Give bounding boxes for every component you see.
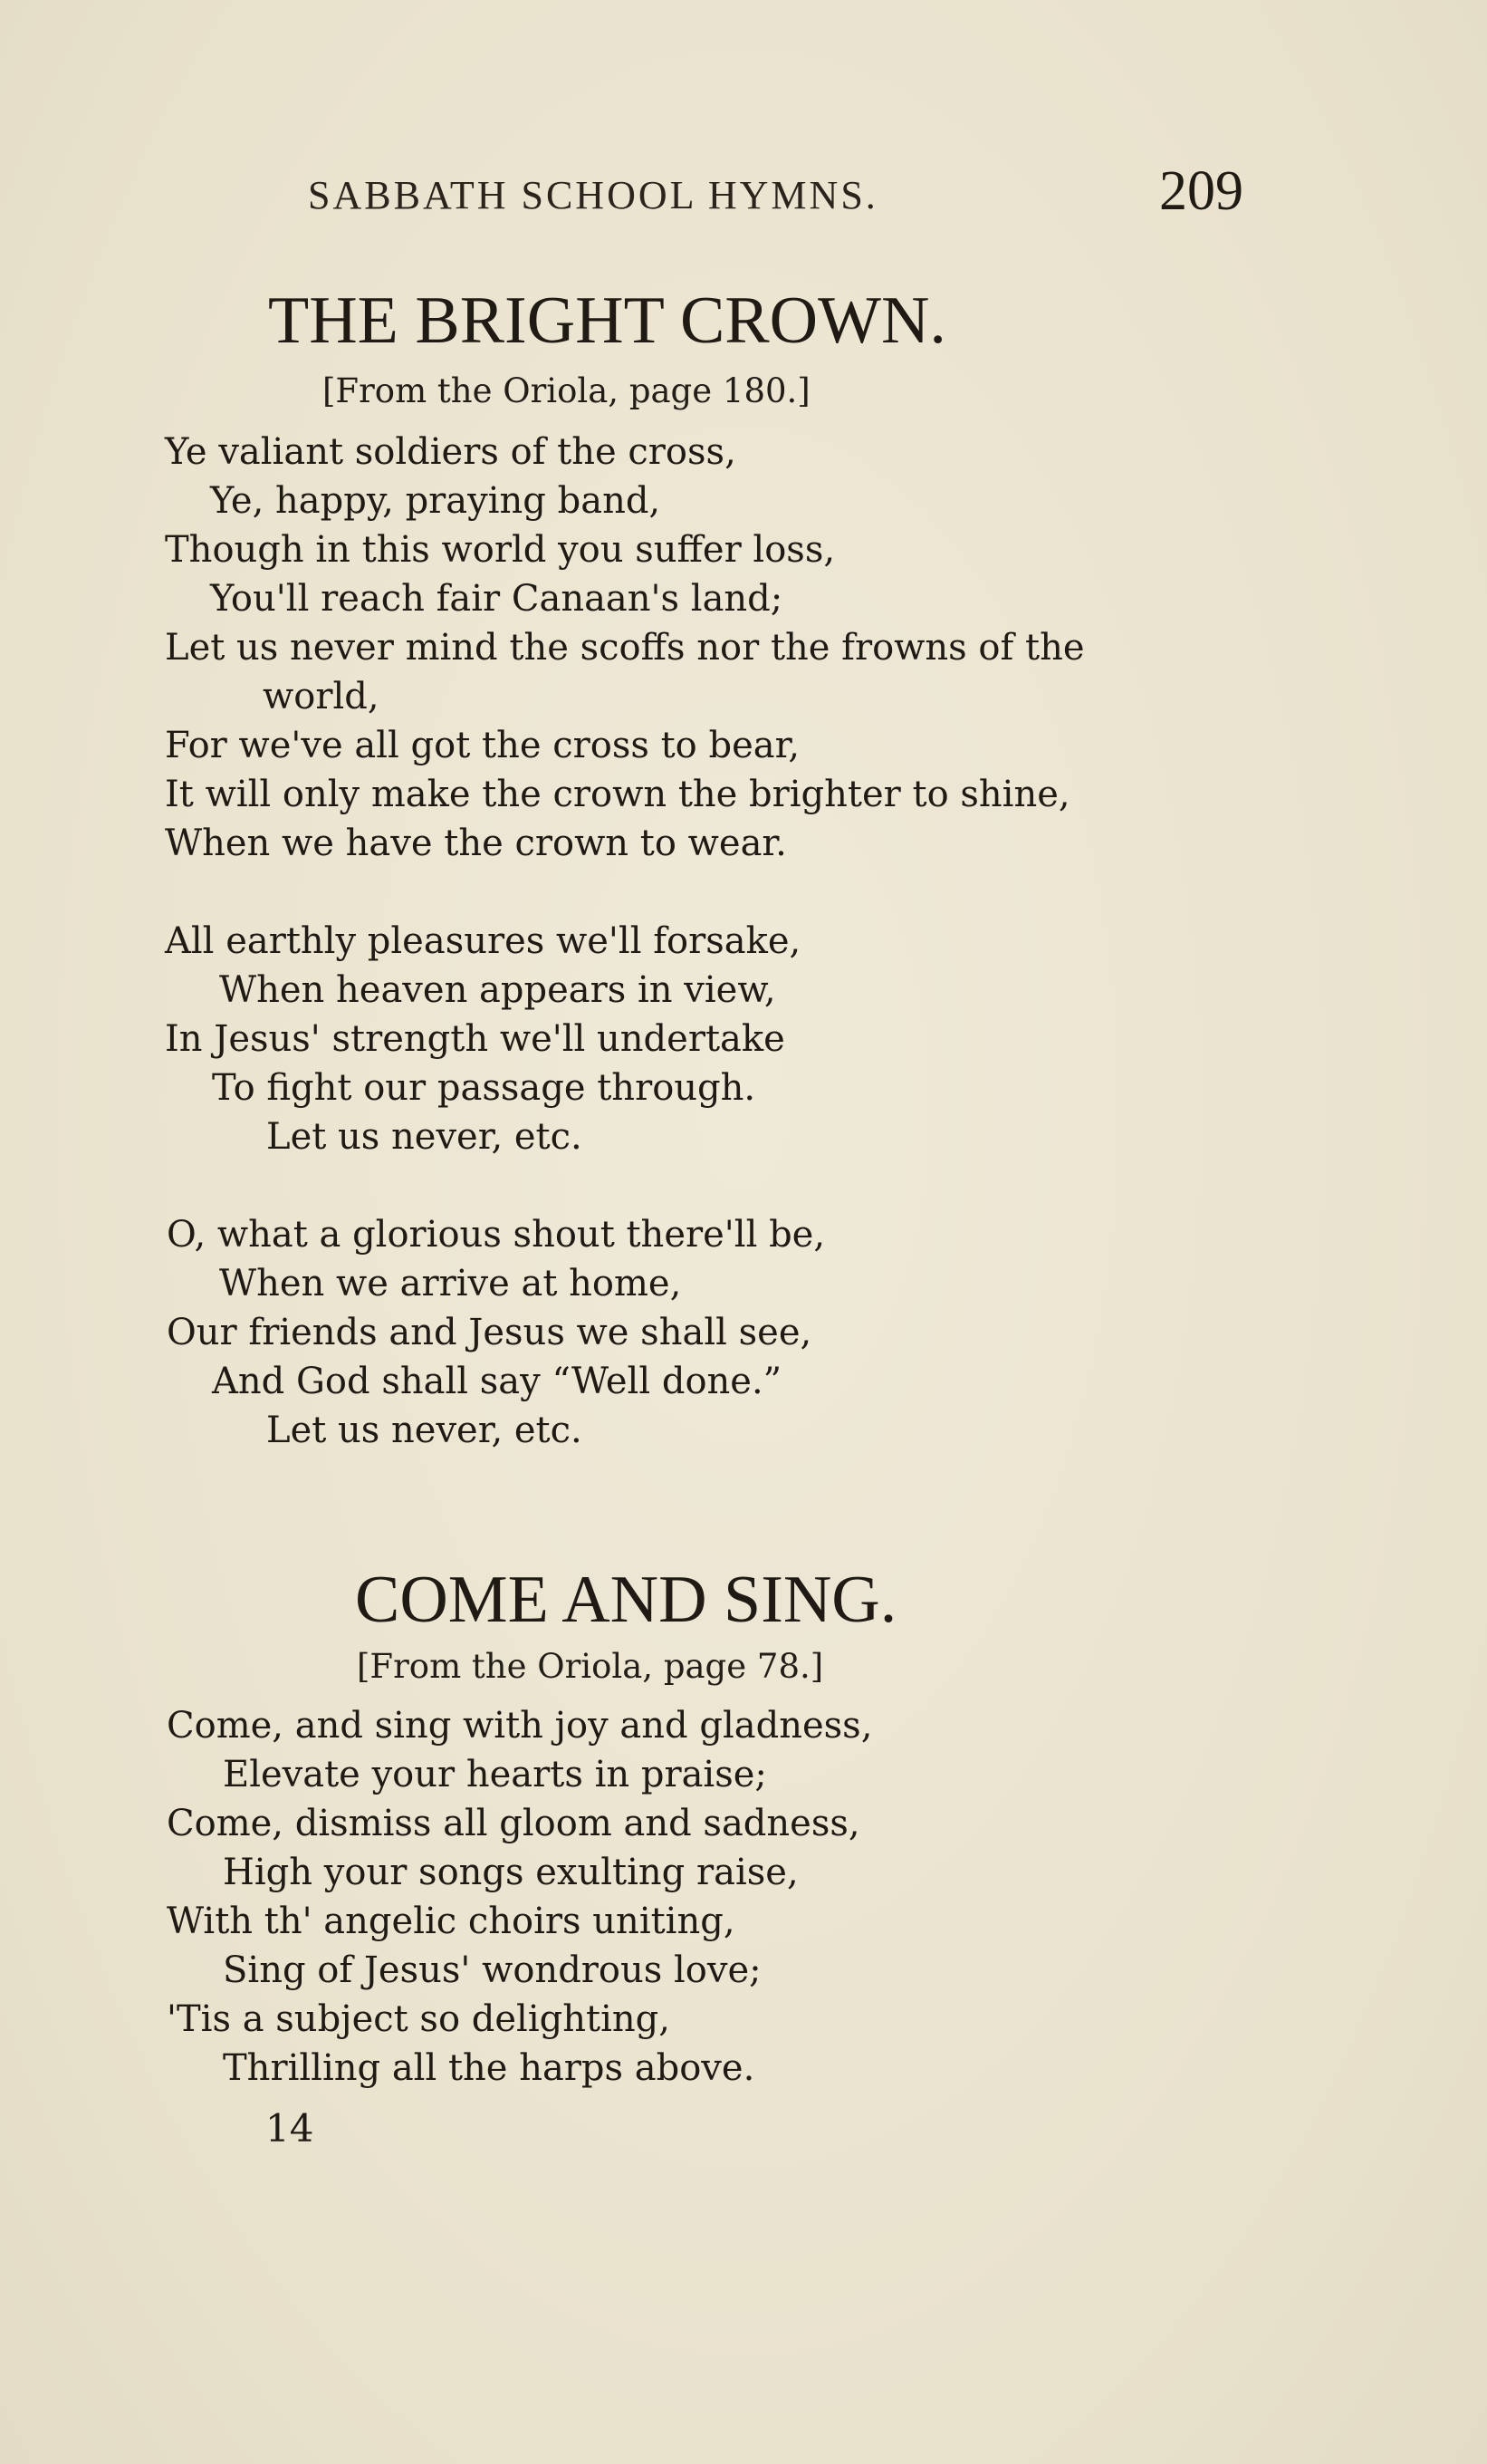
verse-line: Sing of Jesus' wondrous love;	[223, 1949, 762, 1991]
verse-line: Elevate your hearts in praise;	[223, 1754, 767, 1795]
verse-line: When we arrive at home,	[219, 1263, 682, 1304]
verse-line: world,	[263, 676, 379, 717]
verse-line: Ye, happy, praying band,	[210, 480, 661, 522]
hymn-source-come-and-sing: [From the Oriola, page 78.]	[357, 1647, 824, 1686]
verse-line: And God shall say “Well done.”	[212, 1361, 782, 1402]
verse-line: High your songs exulting raise,	[223, 1852, 799, 1893]
verse-line: With th' angelic choirs uniting,	[167, 1901, 735, 1942]
hymn-title-come-and-sing: COME AND SING.	[355, 1563, 897, 1637]
verse-line: You'll reach fair Canaan's land;	[210, 578, 783, 620]
verse-line: Let us never mind the scoffs nor the frowns of the	[165, 627, 1085, 669]
verse-line: To fight our passage through.	[212, 1067, 756, 1109]
verse-line: When we have the crown to wear.	[165, 823, 787, 864]
verse-line: For we've all got the cross to bear,	[165, 725, 801, 766]
verse-line: Let us never, etc.	[266, 1410, 582, 1451]
verse-line: In Jesus' strength we'll undertake	[165, 1018, 785, 1060]
hymn-source-bright-crown: [From the Oriola, page 180.]	[322, 371, 811, 410]
verse-line: 'Tis a subject so delighting,	[167, 1998, 670, 2040]
verse-line: Ye valiant soldiers of the cross,	[165, 431, 736, 473]
verse-line: All earthly pleasures we'll forsake,	[165, 920, 801, 962]
running-head: SABBATH SCHOOL HYMNS.	[308, 173, 878, 217]
page-number: 209	[1159, 160, 1243, 222]
verse-line: Our friends and Jesus we shall see,	[167, 1312, 812, 1353]
verse-line: When heaven appears in view,	[219, 969, 776, 1011]
verse-line: O, what a glorious shout there'll be,	[167, 1214, 826, 1256]
verse-line: Come, and sing with joy and gladness,	[167, 1705, 873, 1747]
signature-mark: 14	[265, 2106, 314, 2151]
verse-line: It will only make the crown the brighter to shine,	[165, 774, 1070, 815]
verse-line: Though in this world you suffer loss,	[165, 529, 836, 571]
verse-line: Let us never, etc.	[266, 1116, 582, 1158]
verse-line: Come, dismiss all gloom and sadness,	[167, 1803, 860, 1844]
hymn-title-bright-crown: THE BRIGHT CROWN.	[268, 284, 946, 358]
verse-line: Thrilling all the harps above.	[223, 2047, 755, 2089]
